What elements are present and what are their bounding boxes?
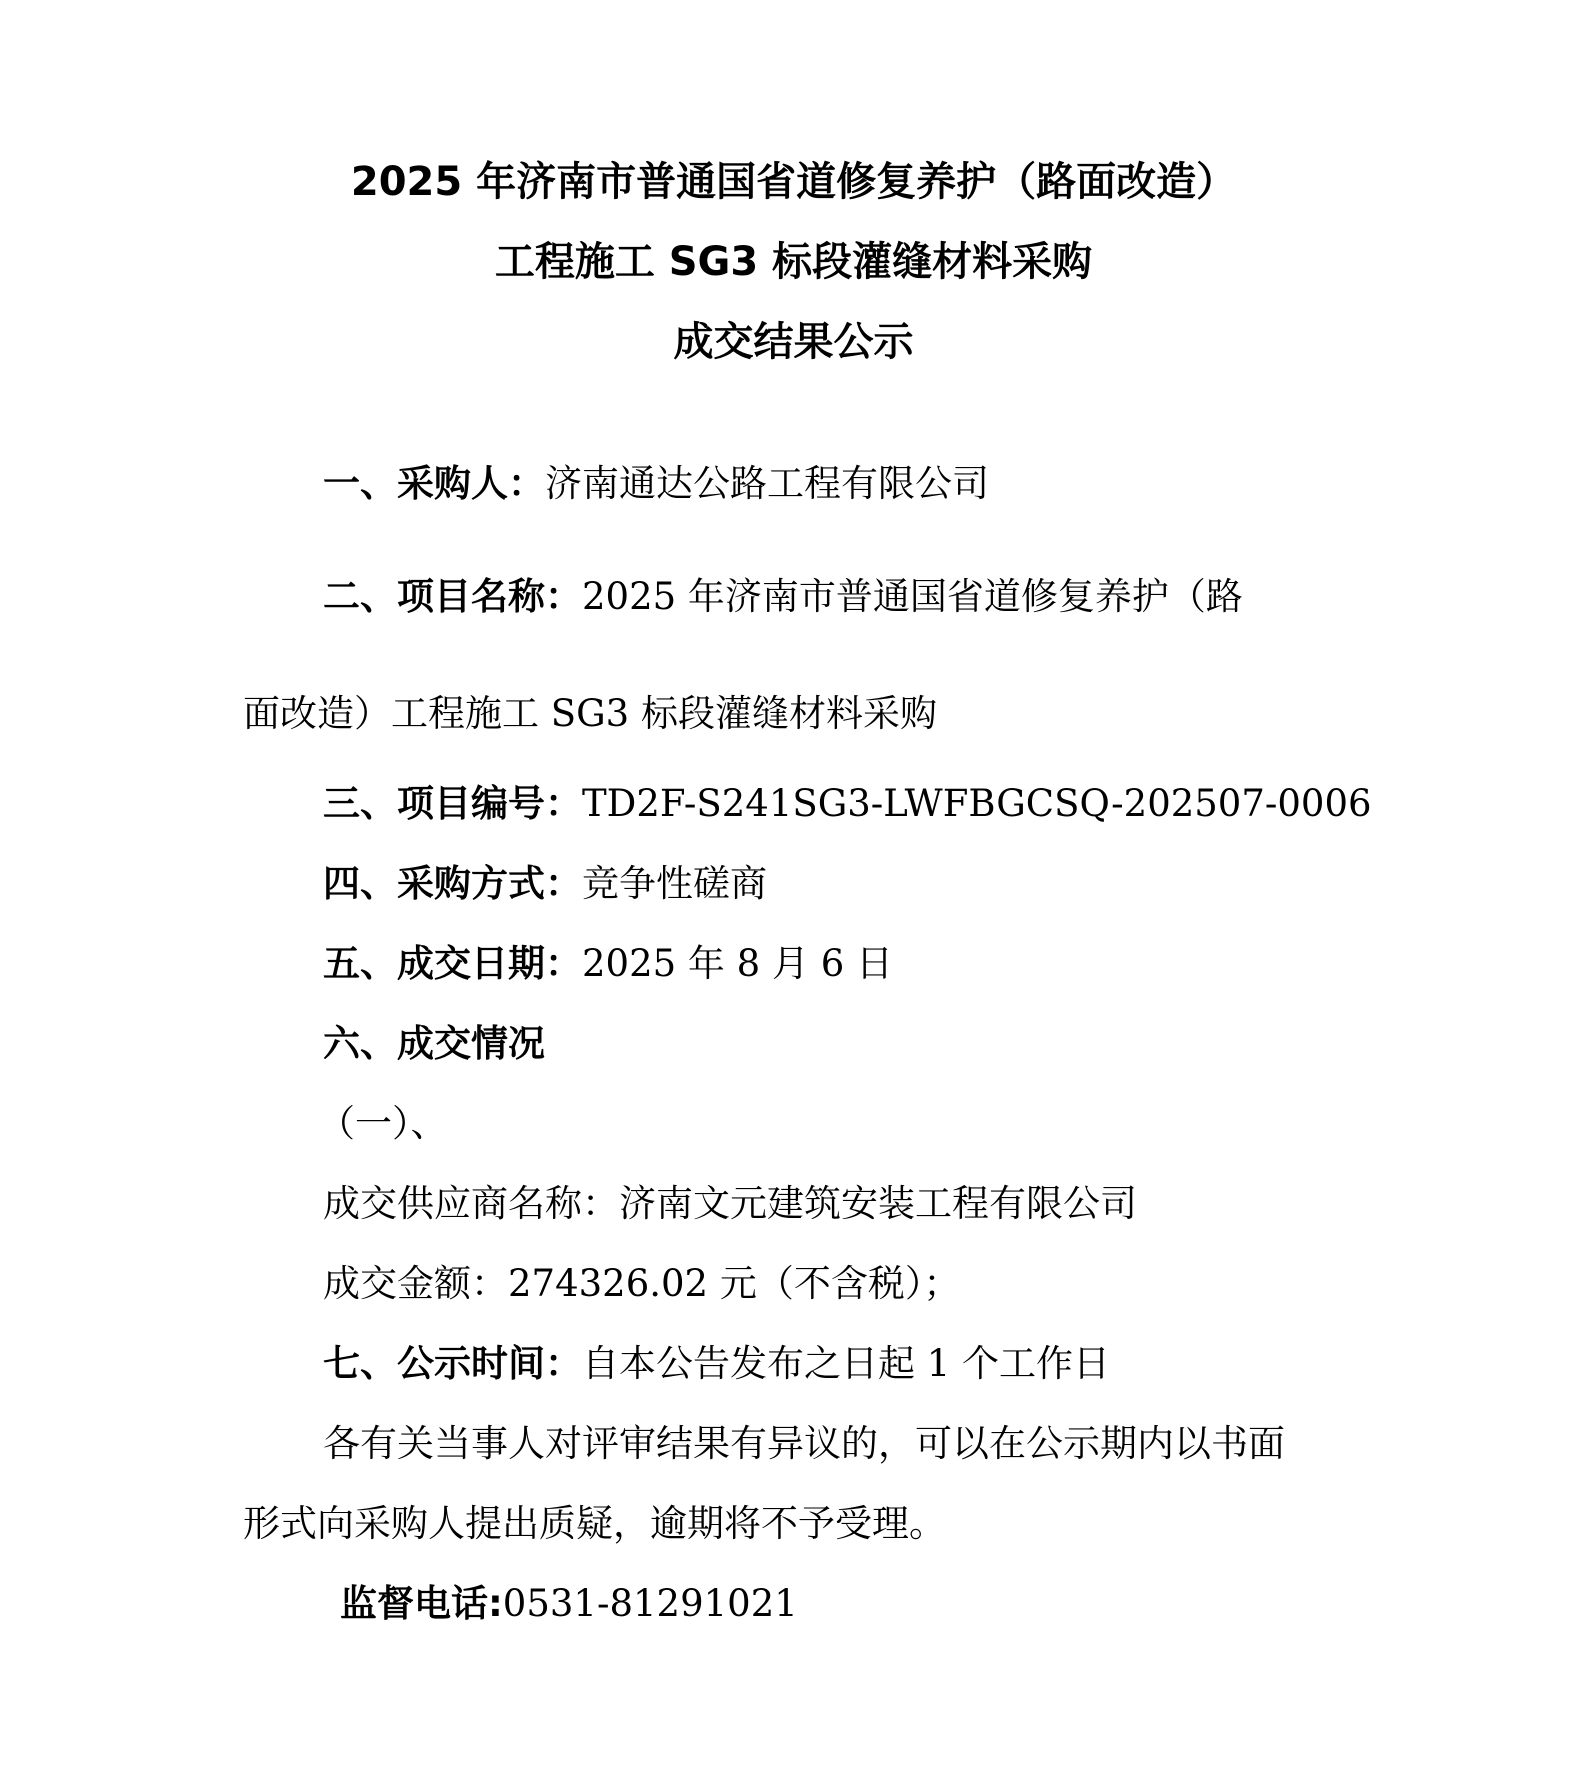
objection-line-2 [243,1502,946,1546]
supervision-phone-label: 监督电话: [340,1582,503,1625]
publicity-period-line [323,1342,1110,1386]
deal-date-line [323,942,893,986]
project-number-label: 三、项目编号： [323,782,582,825]
amount-line [323,1262,960,1306]
supervision-phone-value: 0531-81291021 [502,1582,798,1625]
deal-situation-label: 六、成交情况 [323,1022,545,1065]
sub-item-line [318,1102,448,1146]
sub-item-marker: （一）、 [318,1102,448,1145]
deal-date-label: 五、成交日期： [323,942,582,985]
project-number-line [323,782,1372,826]
page-title-line-2: 工程施工 SG3 标段灌缝材料采购 [494,239,1093,285]
supervision-phone-line [340,1582,798,1626]
procurement-method-value: 竞争性磋商 [582,862,767,905]
objection-line-1 [323,1422,1285,1466]
project-number-value: TD2F-S241SG3-LWFBGCSQ-202507-0006 [582,782,1372,825]
purchaser-value: 济南通达公路工程有限公司 [545,462,989,505]
objection-text-1: 各有关当事人对评审结果有异议的，可以在公示期内以书面 [323,1422,1285,1465]
objection-text-2: 形式向采购人提出质疑，逾期将不予受理。 [243,1502,946,1545]
amount-text: 成交金额：274326.02 元（不含税）； [323,1262,961,1305]
purchaser-line [323,462,989,506]
project-name-label: 二、项目名称： [323,575,582,618]
page-title-line-3: 成交结果公示 [673,319,914,365]
page-title-line-1: 2025 年济南市普通国省道修复养护（路面改造） [350,159,1237,205]
publicity-period-value: 自本公告发布之日起 1 个工作日 [582,1342,1111,1385]
project-name-value-1: 2025 年济南市普通国省道修复养护（路 [582,575,1243,618]
procurement-method-label: 四、采购方式： [323,862,582,905]
procurement-method-line [323,862,767,906]
deal-date-value: 2025 年 8 月 6 日 [582,942,894,985]
project-name-value-2: 面改造）工程施工 SG3 标段灌缝材料采购 [243,692,937,735]
purchaser-label: 一、采购人： [323,462,545,505]
supplier-line [323,1182,1137,1226]
project-name-line-1 [323,575,1243,619]
deal-situation-line [323,1022,545,1066]
publicity-period-label: 七、公示时间： [323,1342,582,1385]
supplier-text: 成交供应商名称：济南文元建筑安装工程有限公司 [323,1182,1137,1225]
project-name-line-2 [243,692,937,736]
